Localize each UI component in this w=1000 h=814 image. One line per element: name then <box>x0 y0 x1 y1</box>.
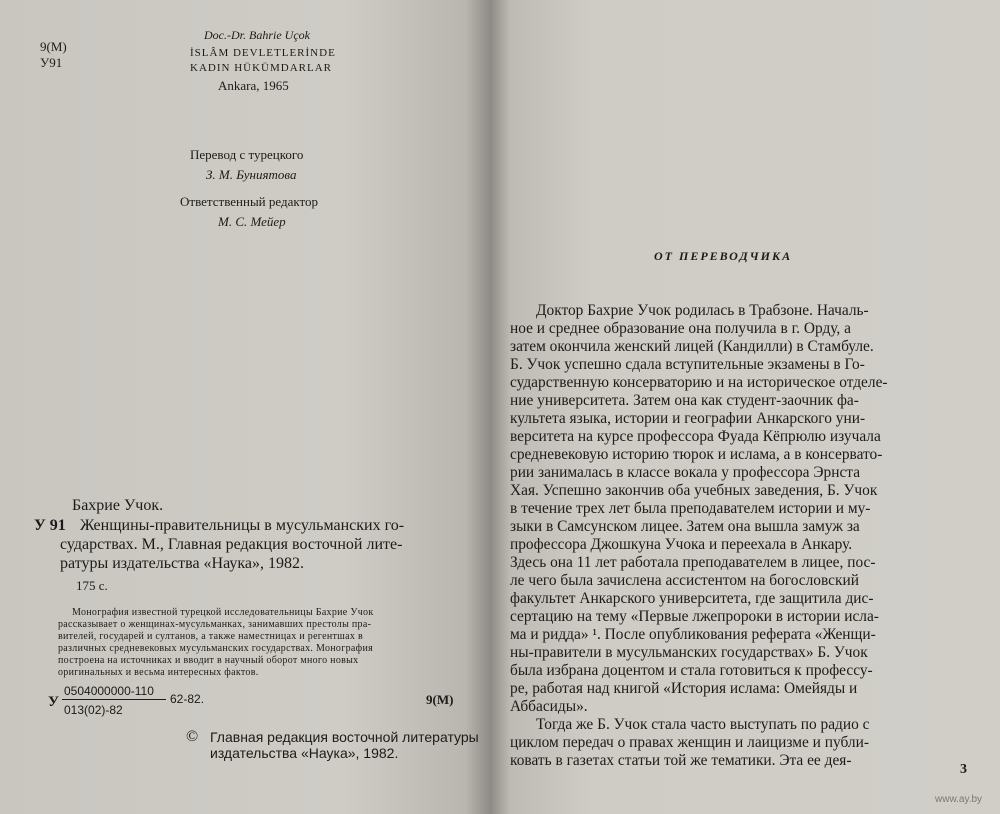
text-line: ковать в газетах статьи той же тематики. Эта ее дея- <box>510 752 852 769</box>
formula-letter: У <box>48 694 60 710</box>
text-line: верситета на курсе профессора Фуада Кёпрюлю изучала <box>510 428 881 445</box>
text-line: была избрана доцентом и стала готовиться к профессу- <box>510 662 873 679</box>
annotation-line: оригинальных и весьма интересных фактов. <box>58 667 259 678</box>
annotation-line: построена на источниках и вводит в научный оборот много новых <box>58 655 359 666</box>
text-line: рии занималась в классе вокала у профессора Эрнста <box>510 464 861 481</box>
text-line: ное и среднее образование она получила в г. Орду, а <box>510 320 851 337</box>
copyright-line2: издательства «Наука», 1982. <box>210 745 399 761</box>
annotation-line: рассказывает о женщинах-мусульманках, занимавших престолы пра- <box>58 619 372 630</box>
text-line: ле чего была зачислена ассистентом на богословский <box>510 572 859 589</box>
text-line: сертацию на тему «Первые лжепророки в истории исла- <box>510 608 879 625</box>
translation-label: Перевод с турецкого <box>190 147 304 162</box>
text-line: Хая. Успешно закончив оба учебных заведения, Б. Учок <box>510 482 878 499</box>
formula-suffix: 62-82. <box>170 692 205 706</box>
text-line: Доктор Бахрие Учок родилась в Трабзоне. Началь- <box>536 302 869 319</box>
page-number: 3 <box>960 762 967 777</box>
annotation-line: Монография известной турецкой исследовательницы Бахрие Учок <box>72 607 374 618</box>
bib-author: Бахрие Учок. <box>72 497 164 514</box>
annotation-line: вителей, государей и султанов, а также наместницах и регентшах в <box>58 631 363 642</box>
text-line: в течение трех лет была преподавателем истории и му- <box>510 500 871 517</box>
editor-label: Ответственный редактор <box>180 194 319 209</box>
text-line: факультет Анкарского университета, где защитила дис- <box>510 590 874 607</box>
watermark-text: www.ay.by <box>935 794 983 805</box>
text-line: ре, работая над книгой «История ислама: Омейяды и <box>510 680 858 697</box>
original-title-line2: KADIN HÜKÜMDARLAR <box>190 62 332 74</box>
original-title-line1: İSLÂM DEVLETLERİNDE <box>190 47 336 59</box>
original-author: Doc.-Dr. Bahrie Uçok <box>204 28 310 42</box>
text-line: Тогда же Б. Учок стала часто выступать по радио с <box>536 716 870 733</box>
text-line: циклом передач о правах женщин и лаицизме и публи- <box>510 734 869 751</box>
formula-fraction-bar <box>62 699 166 700</box>
editor: М. С. Мейер <box>218 214 286 229</box>
bib-line: Женщины-правительницы в мусульманских го- <box>80 517 405 534</box>
udc-index: У91 <box>40 55 63 70</box>
text-line: Б. Учок успешно сдала вступительные экзамены в Го- <box>510 356 865 373</box>
translator: З. М. Буниятова <box>206 167 297 182</box>
text-line: Аббасиды». <box>510 698 588 715</box>
formula-numerator: 0504000000-110 <box>64 684 154 698</box>
copyright-symbol: © <box>186 728 199 745</box>
copyright-line1: Главная редакция восточной литературы <box>210 729 479 745</box>
formula-denominator: 013(02)-82 <box>64 703 123 717</box>
text-line: затем окончила женский лицей (Кандилли) в Стамбуле. <box>510 338 874 355</box>
udc-code: 9(М) <box>40 39 67 54</box>
formula-code: 9(М) <box>426 692 454 707</box>
bib-index: У 91 <box>34 517 66 534</box>
annotation-line: различных средневековых мусульманских государствах. Монография <box>58 643 373 654</box>
text-line: Здесь она 11 лет работала преподавателем в лицее, пос- <box>510 554 876 571</box>
original-imprint: Ankara, 1965 <box>218 78 289 93</box>
bib-line: ратуры издательства «Наука», 1982. <box>60 555 305 572</box>
text-line: культета языка, истории и географии Анкарского уни- <box>510 410 866 427</box>
text-line: профессора Джошкуна Учока и переехала в Анкару. <box>510 536 853 553</box>
text-line: ны-правители в мусульманских государствах» Б. Учок <box>510 644 868 661</box>
left-page <box>0 0 490 814</box>
body-text <box>510 302 980 769</box>
section-heading: ОТ ПЕРЕВОДЧИКА <box>654 249 793 263</box>
text-line: ма и ридда» ¹. После опубликования реферата «Женщи- <box>510 626 876 643</box>
text-line: зыки в Самсунском лицее. Затем она вышла замуж за <box>510 518 860 535</box>
text-line: ние университета. Затем она как студент-заочник фа- <box>510 392 859 409</box>
text-line: сударственную консерваторию и на историческое отделе- <box>510 374 888 391</box>
text-line: средневековую историю тюрок и ислама, а в консервато- <box>510 446 883 463</box>
page-count: 175 с. <box>76 578 108 593</box>
right-page <box>490 0 1000 814</box>
bib-line: сударствах. М., Главная редакция восточной лите- <box>60 536 403 553</box>
